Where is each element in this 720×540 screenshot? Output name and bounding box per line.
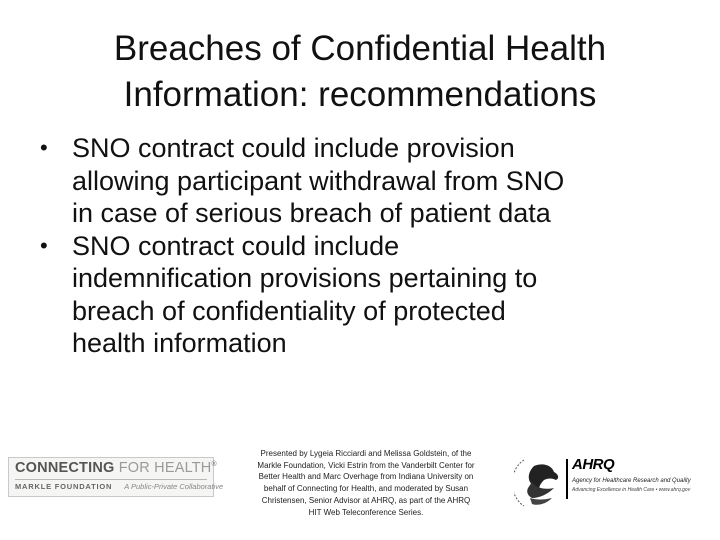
bullet-line: indemnification provisions pertaining to (72, 263, 538, 293)
ahrq-divider (566, 459, 568, 499)
bullet-item (36, 230, 696, 360)
bullet-item (36, 132, 696, 230)
ahrq-logo (566, 456, 716, 508)
markle-foundation-label: MARKLE FOUNDATION (15, 482, 113, 491)
ahrq-tagline: Advancing Excellence in Health Care • www.ahrq.gov (572, 487, 691, 493)
ahrq-full-name: Agency for Healthcare Research and Quality (572, 478, 691, 484)
bullet-line: breach of confidentiality of protected (72, 295, 506, 326)
bullet-text (72, 230, 696, 360)
hhs-eagle-seal-icon (514, 452, 564, 514)
slide-footer (0, 440, 720, 540)
bullet-line: in case of serious breach of patient data (72, 198, 551, 228)
bullet-dot: • (40, 135, 48, 160)
connecting-for-health-logo (8, 457, 224, 497)
cfh-subline (15, 482, 223, 491)
bullet-line: health information (72, 328, 287, 358)
title-line-2: Information: recommendations (123, 75, 597, 114)
bullet-line: SNO contract could include (72, 230, 400, 261)
bullet-list (36, 132, 696, 360)
bullet-line: allowing participant withdrawal from SNO (72, 165, 565, 196)
cfh-tagline: A Public-Private Collaborative (124, 482, 224, 491)
slide-title (40, 26, 680, 118)
bullet-line: SNO contract could include provision (72, 133, 515, 163)
bullet-dot: • (40, 232, 48, 258)
bullet-text (72, 132, 696, 230)
title-line-1: Breaches of Confidential Health (113, 29, 607, 68)
cfh-divider (15, 479, 207, 480)
cfh-wordmark: CONNECTING FOR HEALTH® (15, 460, 217, 476)
presenter-credit: Presented by Lygeia Ricciardi and Melissa Goldstein, of the Markle Foundation, Vicki Estrin from the Vanderbilt Center for Better Health and Marc Overhage from Indiana University on behalf of Connecting for Health, and moderated by Susan Christensen, Senior Advisor at AHRQ, as part of the AHRQ HIT Web Teleconference Series. (257, 449, 475, 517)
ahrq-wordmark: AHRQ (572, 456, 615, 473)
